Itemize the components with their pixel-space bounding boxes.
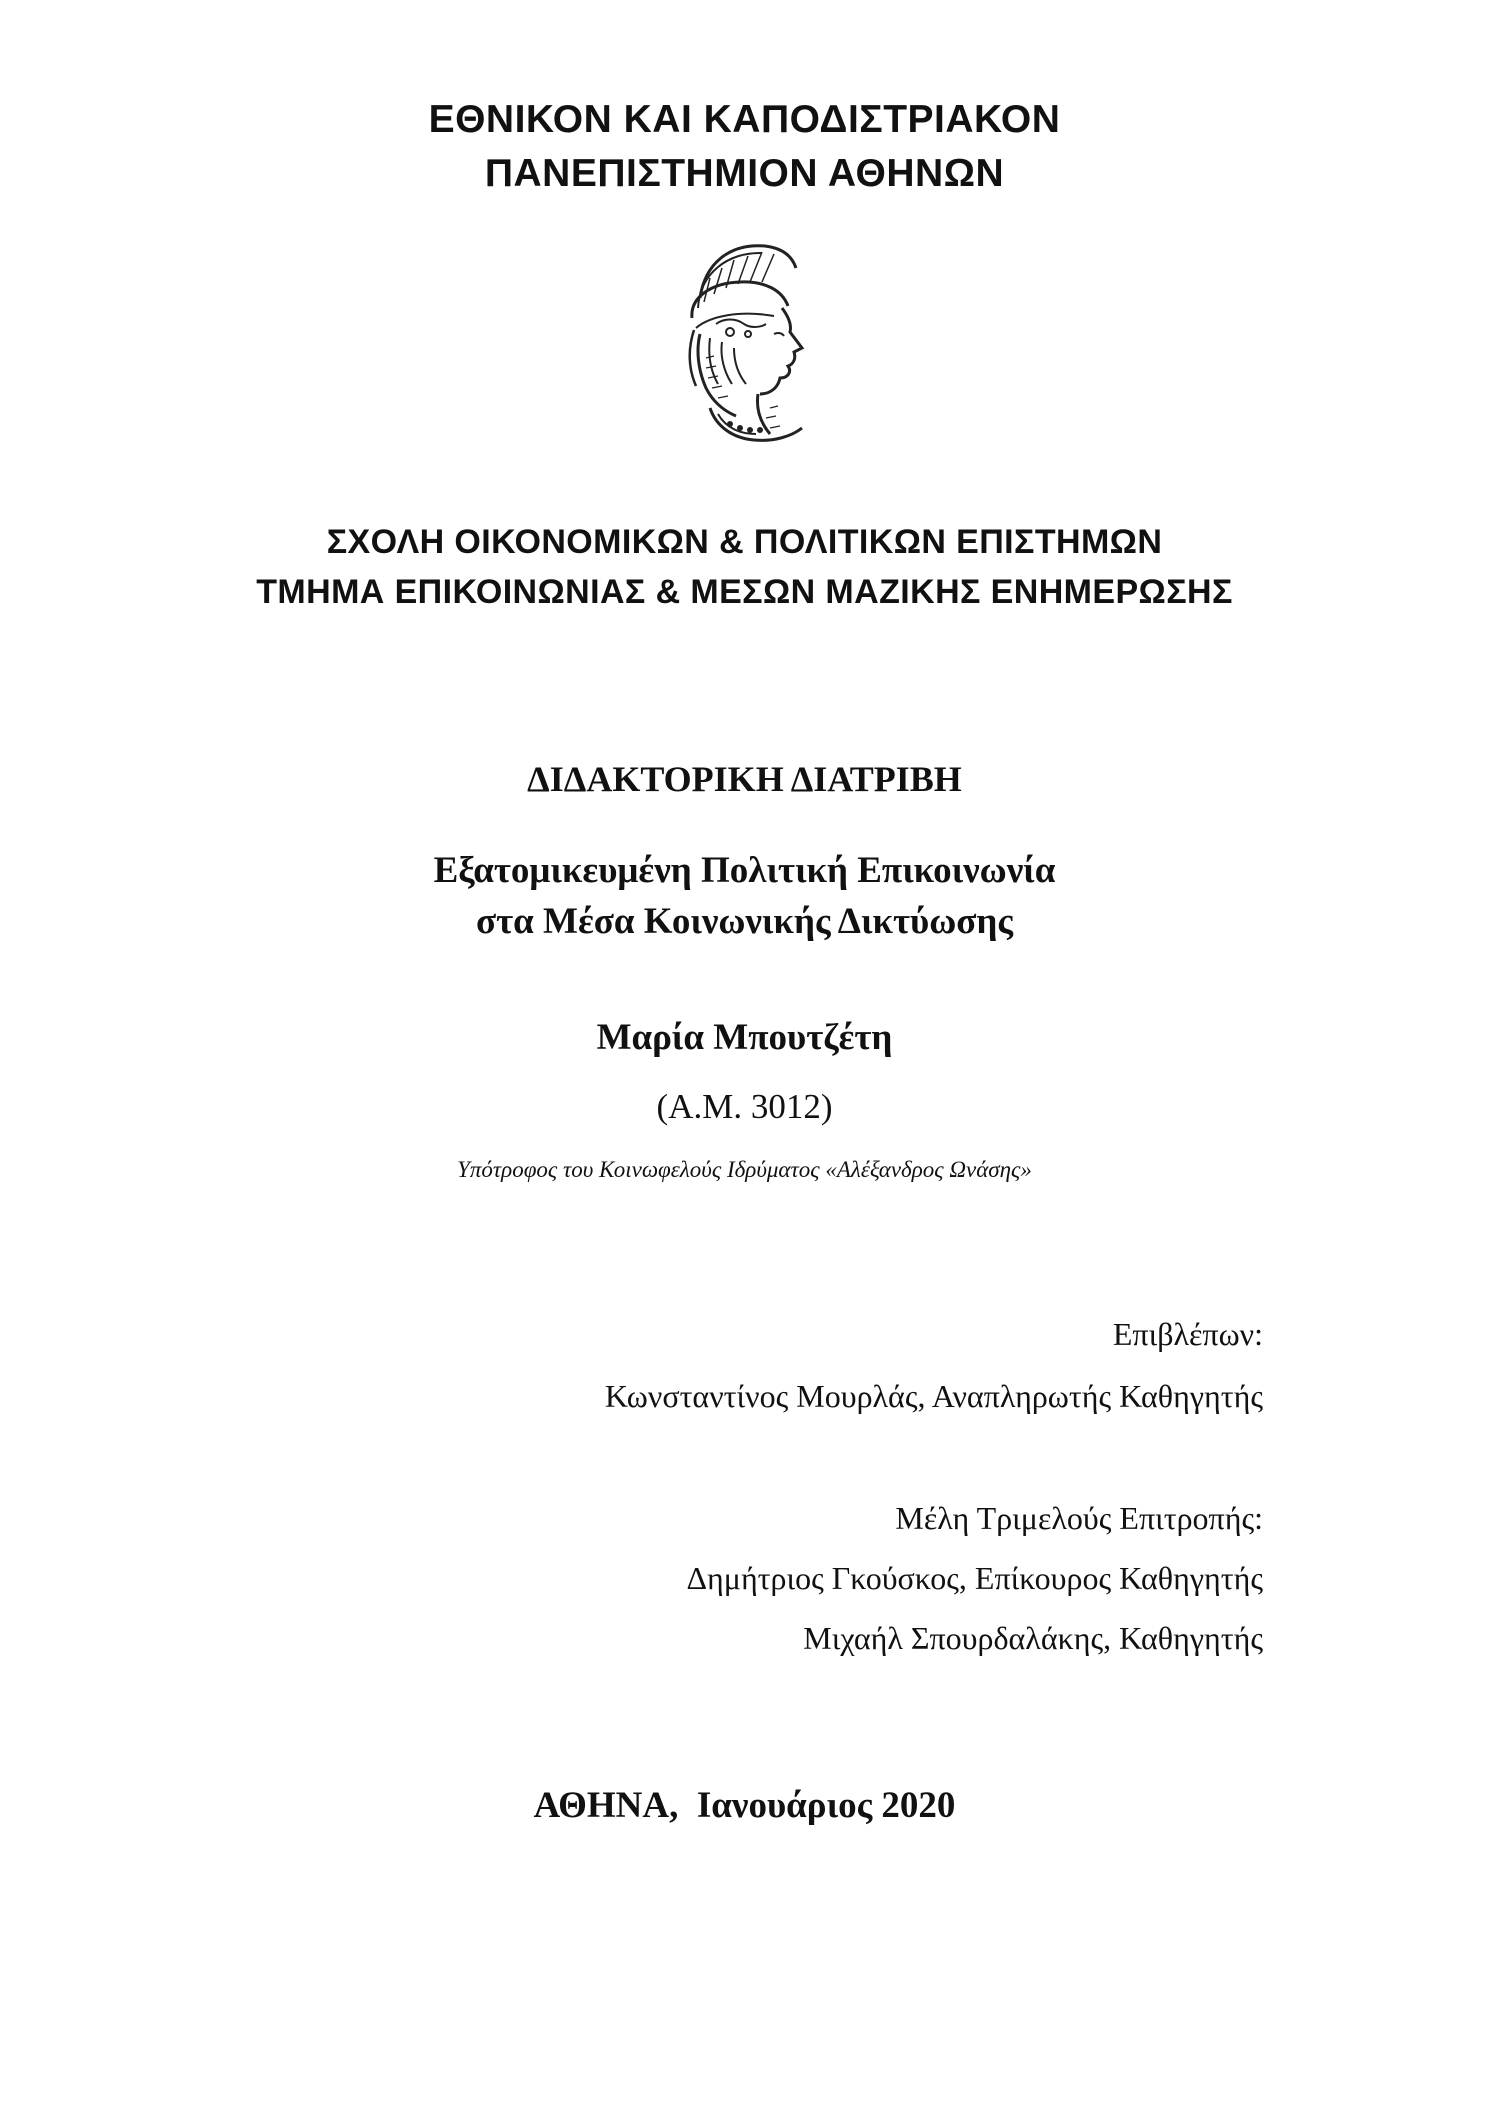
department-name: ΤΜΗΜΑ ΕΠΙΚΟΙΝΩΝΙΑΣ & ΜΕΣΩΝ ΜΑΖΙΚΗΣ ΕΝΗΜΕΡΩΣΗΣ xyxy=(256,573,1233,611)
author-name: Μαρία Μπουτζέτη xyxy=(596,1017,893,1058)
thesis-title-line1: Εξατομικευμένη Πολιτική Επικοινωνία xyxy=(433,850,1056,891)
supervisor-name: Κωνσταντίνος Μουρλάς, Αναπληρωτής Καθηγητής xyxy=(604,1378,1263,1414)
registration-number: (Α.Μ. 3012) xyxy=(656,1087,833,1126)
university-name-line1: ΕΘΝΙΚΟΝ ΚΑΙ ΚΑΠΟΔΙΣΤΡΙΑΚΟΝ xyxy=(428,98,1061,141)
document-type: ΔΙΔΑΚΤΟΡΙΚΗ ΔΙΑΤΡΙΒΗ xyxy=(527,759,962,799)
scholarship-note: Υπότροφος του Κοινωφελούς Ιδρύματος «Αλέξανδρος Ωνάσης» xyxy=(457,1157,1032,1182)
thesis-title-line2: στα Μέσα Κοινωνικής Δικτύωσης xyxy=(475,901,1014,942)
committee-member: Μιχαήλ Σπουρδαλάκης, Καθηγητής xyxy=(803,1620,1263,1656)
university-name-line2: ΠΑΝΕΠΙΣΤΗΜΙΟΝ ΑΘΗΝΩΝ xyxy=(484,152,1005,195)
committee-heading: Μέλη Τριμελούς Επιτροπής: xyxy=(895,1500,1263,1536)
supervisor-heading: Επιβλέπων: xyxy=(1112,1316,1263,1352)
school-name: ΣΧΟΛΗ ΟΙΚΟΝΟΜΙΚΩΝ & ΠΟΛΙΤΙΚΩΝ ΕΠΙΣΤΗΜΩΝ xyxy=(326,523,1163,561)
committee-member: Δημήτριος Γκούσκος, Επίκουρος Καθηγητής xyxy=(686,1560,1263,1596)
place-and-date: ΑΘΗΝΑ, Ιανουάριος 2020 xyxy=(533,1785,956,1826)
athena-head-emblem-icon xyxy=(670,238,810,442)
